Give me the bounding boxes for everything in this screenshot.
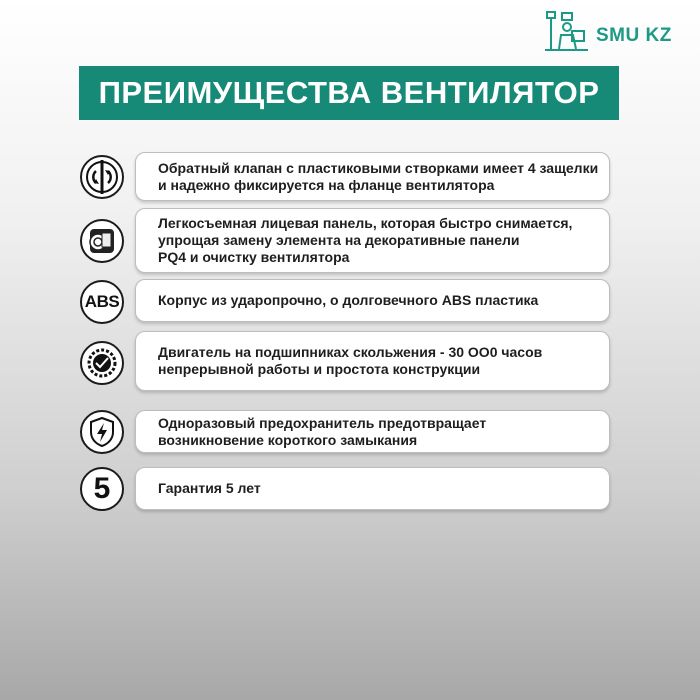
abs-label: ABS	[84, 292, 120, 311]
feature-card-fuse	[135, 410, 610, 453]
feature-text-line: Легкосъемная лицевая панель, которая быстро снимается,	[158, 215, 573, 231]
feature-text-line: Одноразовый предохранитель предотвращает	[158, 414, 487, 431]
number-five-icon	[80, 467, 124, 511]
page-title: ПРЕИМУЩЕСТВА ВЕНТИЛЯТОР	[79, 66, 619, 120]
feature-card-front-panel	[135, 208, 610, 273]
worker-logo-icon	[542, 9, 592, 55]
motor-bearing-icon	[80, 341, 124, 385]
brand-name: SMU KZ	[596, 25, 672, 46]
feature-text-line: PQ4 и очистку вентилятора	[158, 249, 350, 265]
feature-text-line: Обратный клапан с пластиковыми створками имеет 4 защелки	[158, 159, 599, 176]
feature-text-line: Корпус из ударопрочно, о долговечного ABS пластика	[158, 292, 539, 308]
check-valve-icon	[80, 155, 124, 199]
front-panel-icon	[80, 219, 124, 263]
abs-icon	[80, 280, 124, 324]
feature-card-abs-body	[135, 279, 610, 322]
feature-text-line: Гарантия 5 лет	[158, 480, 261, 496]
feature-card-motor	[135, 331, 610, 391]
fuse-shield-icon	[80, 410, 124, 454]
feature-text-line: возникновение короткого замыкания	[158, 431, 418, 448]
feature-card-check-valve	[135, 152, 610, 201]
feature-text-line: Двигатель на подшипниках скольжения - 30 ОО0 часов	[158, 344, 543, 360]
feature-card-warranty	[135, 467, 610, 510]
feature-text-line: упрощая замену элемента на декоративные панели	[158, 232, 520, 248]
feature-text-line: и надежно фиксируется на фланце вентилятора	[158, 176, 495, 193]
feature-text-line: непрерывной работы и простота конструкции	[158, 361, 481, 377]
brand-logo	[542, 8, 692, 56]
five-label: 5	[93, 472, 111, 505]
